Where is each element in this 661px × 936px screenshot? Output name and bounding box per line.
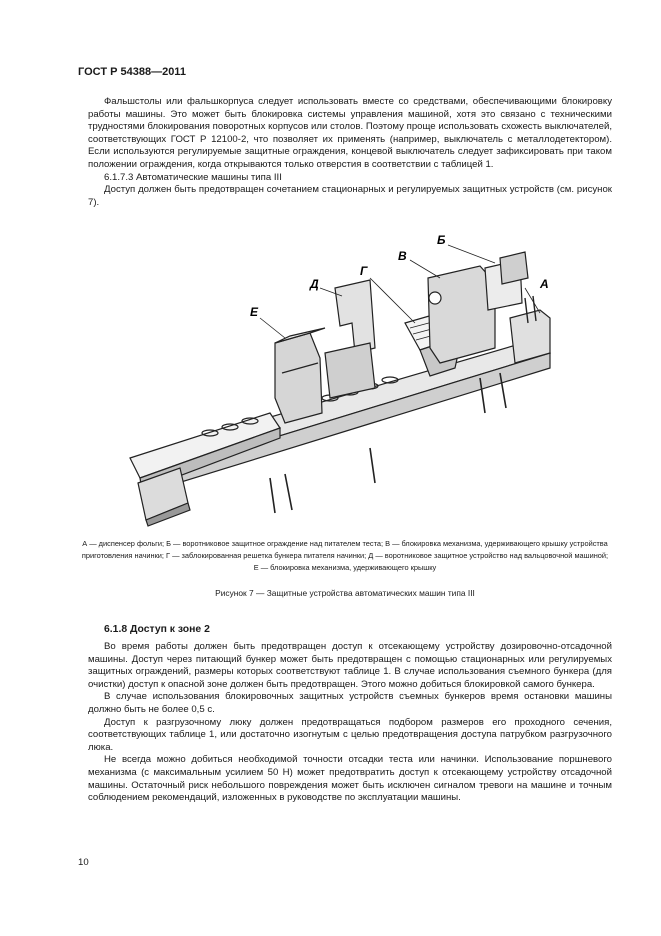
label-e: Е <box>250 305 259 319</box>
paragraph: Доступ должен быть предотвращен сочетанием стационарных и регулируемых защитных устройств (см. рисунок 7). <box>88 184 612 208</box>
paragraph: Фальшстолы или фальшкорпуса следует использовать вместе со средствами, обеспечивающими блокировку работы машины. Это может быть блокировка системы управления машиной, хотя это связано с техническими трудностями блокирования поворотных корпусов или столов. Поэтому проще использовать схожесть выключателей, соответствующих ГОСТ Р 12100-2, что позволяет их применять (например, выключатель с металлодетектором). Если используются регулируемые защитные ограждения, концевой выключатель следует зафиксировать при таком положении ограждения, когда открываются только отверстия в соответствии с таблицей 1. <box>88 96 612 170</box>
machine-figure <box>70 228 610 533</box>
section-heading: 6.1.8 Доступ к зоне 2 <box>104 624 210 635</box>
subsection-heading: 6.1.7.3 Автоматические машины типа III <box>104 171 282 183</box>
document-header: ГОСТ Р 54388—2011 <box>78 66 186 78</box>
paragraph: Доступ к разгрузочному люку должен предотвращаться подбором размеров его проходного сечения, соответствующих таблице 1, или достаточно изогнутым с целью предотвращения доступа патрубком разгрузочного люка. <box>88 716 612 753</box>
cover-box-e <box>275 333 322 423</box>
figure-legend: А — диспенсер фольги; Б — воротниковое защитное ограждение над питателем теста; В — блокировка механизма, удерживающего крышку устройства приготовления начинки; Г — заблокированная решетка бункера питателя начинки; Д — воротниковое защитное устройство над вальцовочной машиной; Е — блокировка механизма, удерживающего крышку <box>81 539 609 572</box>
paragraph: Не всегда можно добиться необходимой точности отсадки теста или начинки. Использование поршневого механизма (с максимальным усилием 50 Н) может предотвратить доступ к отсекающему устройству отсадочной машины. Остаточный риск небольшого повреждения может быть исключен сигналом тревоги на машине и точным соблюдением рекомендаций, изложенных в руководстве по эксплуатации машины. <box>88 754 612 804</box>
text-block-zone2 <box>88 641 612 805</box>
paragraph: В случае использования блокировочных защитных устройств съемных бункеров время остановки машины должно быть не более 0,5 с. <box>88 691 612 715</box>
paragraph: Во время работы должен быть предотвращен доступ к отсекающему устройству дозировочно-отсадочной машины. Доступ через питающий бункер может быть предотвращен с помощью стационарных или регулируемых защитных ограждений, размеры которых соответствуют таблице 1. В случае использования съемного бункера (для очистки) доступ к опасной зоне должен быть предотвращен. Этого можно добиться блокировкой самого бункера. <box>88 641 612 690</box>
feeder-lock-v <box>428 266 495 363</box>
page-number: 10 <box>78 857 89 868</box>
text-block-intro <box>88 96 612 209</box>
label-v: В <box>398 249 407 263</box>
collar-guard-d <box>335 280 375 353</box>
foil-dispenser-a <box>510 310 550 363</box>
figure-title: Рисунок 7 — Защитные устройства автоматических машин типа III <box>215 588 475 598</box>
label-b: Б <box>437 233 446 247</box>
label-a: А <box>540 277 549 291</box>
label-g: Г <box>360 264 368 278</box>
label-d: Д <box>310 277 319 291</box>
